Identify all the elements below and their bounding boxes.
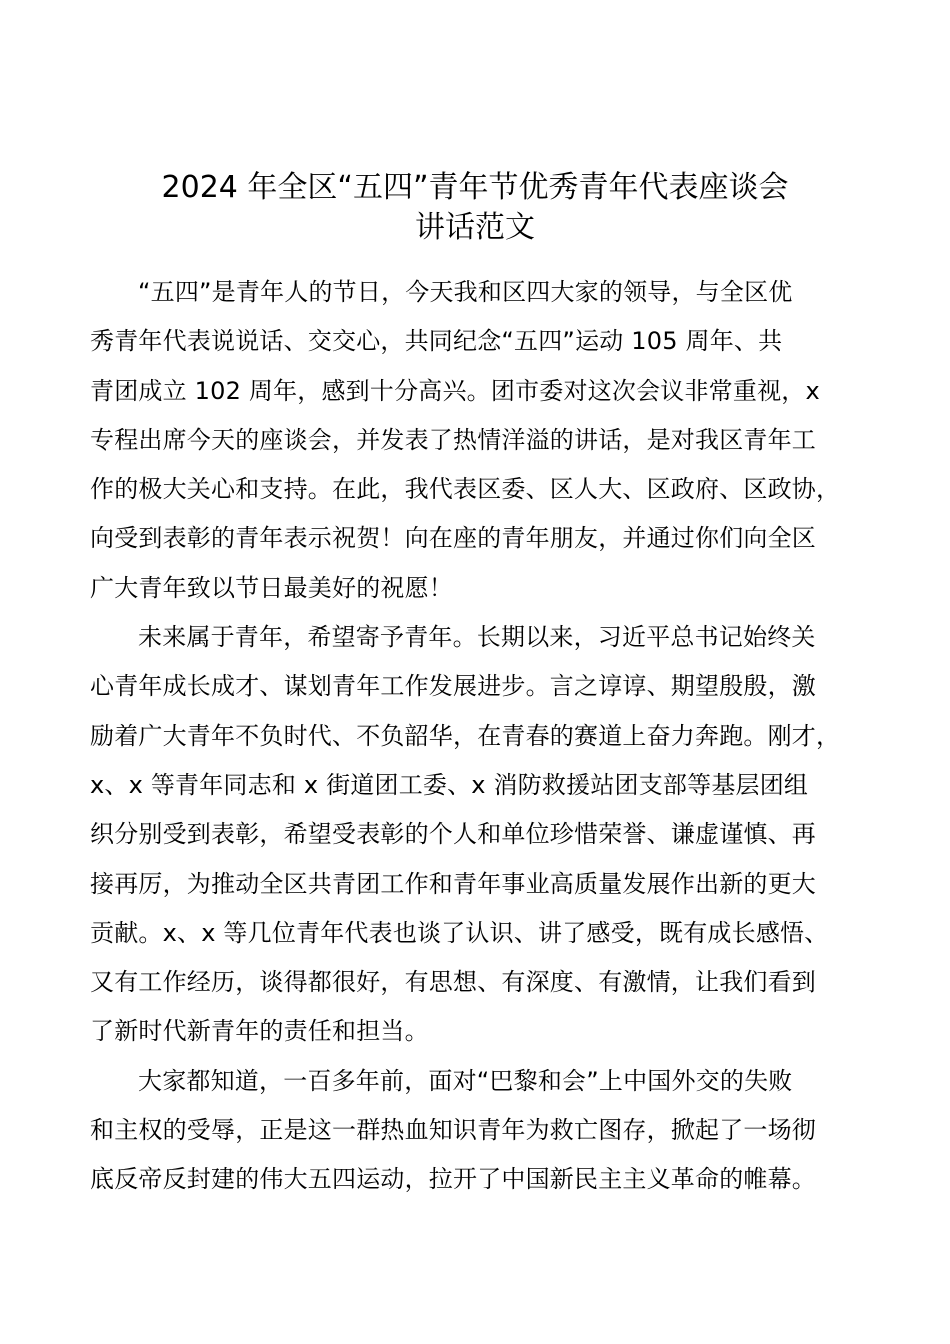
- body-line: 接再厉，为推动全区共青团工作和青年事业高质量发展作出新的更大: [90, 869, 816, 898]
- body-line: 又有工作经历，谈得都很好，有思想、有深度、有激情，让我们看到: [90, 968, 816, 997]
- body-line: 底反帝反封建的伟大五四运动，拉开了中国新民主主义革命的帷幕。: [90, 1165, 816, 1194]
- document-title-line-2: 讲话范文: [415, 210, 535, 245]
- body-line: 心青年成长成才、谋划青年工作发展进步。言之谆谆、期望殷殷，激: [90, 672, 816, 701]
- body-line: x、x 等青年同志和 x 街道团工委、x 消防救援站团支部等基层团组: [90, 770, 809, 799]
- body-line: 秀青年代表说说话、交交心，共同纪念“五四”运动 105 周年、共: [90, 327, 783, 356]
- body-line: 青团成立 102 周年，感到十分高兴。团市委对这次会议非常重视，x: [90, 376, 820, 405]
- body-line: 向受到表彰的青年表示祝贺！向在座的青年朋友，并通过你们向全区: [90, 524, 816, 553]
- document-title-line-1: 2024 年全区“五四”青年节优秀青年代表座谈会: [161, 170, 789, 205]
- body-line: “五四”是青年人的节日，今天我和区四大家的领导，与全区优: [138, 278, 793, 306]
- body-line: 专程出席今天的座谈会，并发表了热情洋溢的讲话，是对我区青年工: [90, 425, 816, 454]
- body-line: 作的极大关心和支持。在此，我代表区委、区人大、区政府、区政协，: [90, 475, 841, 504]
- body-line: 广大青年致以节日最美好的祝愿！: [90, 573, 453, 602]
- body-line: 大家都知道，一百多年前，面对“巴黎和会”上中国外交的失败: [138, 1066, 793, 1095]
- body-line: 贡献。x、x 等几位青年代表也谈了认识、讲了感受，既有成长感悟、: [90, 918, 829, 947]
- document-body: [90, 268, 880, 1205]
- body-line: 和主权的受辱，正是这一群热血知识青年为救亡图存，掀起了一场彻: [90, 1116, 816, 1145]
- body-line: 励着广大青年不负时代、不负韶华，在青春的赛道上奋力奔跑。刚才，: [90, 721, 841, 750]
- body-line: 织分别受到表彰，希望受表彰的个人和单位珍惜荣誉、谦虚谨慎、再: [90, 820, 816, 849]
- body-line: 了新时代新青年的责任和担当。: [90, 1017, 429, 1046]
- body-line: 未来属于青年，希望寄予青年。长期以来，习近平总书记始终关: [138, 623, 816, 652]
